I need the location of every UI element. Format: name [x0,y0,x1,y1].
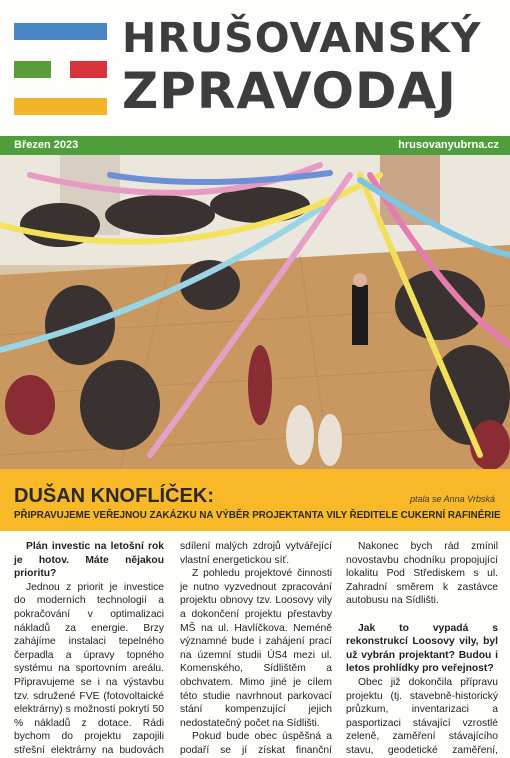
article-interviewee: DUŠAN KNOFLÍČEK: [14,485,214,507]
logo-stripe-yellow [14,98,107,115]
interview-answer-continued: sdílení malých zdrojů vytvářející vlastní energetickou síť. [180,541,332,566]
cover-photo [0,155,510,469]
article-column-1 [14,540,164,758]
interview-answer: Pokud bude obec úspěšná a podaří se jí získat finanční [180,731,332,756]
interview-question: Jak to vypadá s rekonstrukcí Loosovy vily, byl už vybrán projektant? Budou i letos prohlídky pro veřejnost? [346,622,498,675]
article-subtitle: PŘIPRAVUJEME VEŘEJNOU ZAKÁZKU NA VÝBĚR PROJEKTANTA VILY ŘEDITELE CUKERNÍ RAFINÉRIE [14,509,501,521]
website-link[interactable]: hrusovanyubrna.cz [398,139,499,151]
issue-bar [0,136,510,155]
carnival-photo-illustration [0,155,510,469]
article-column-2 [180,540,332,758]
interview-question: Plán investic na letošní rok je hotov. Máte nějakou prioritu? [14,541,164,580]
article-column-3 [346,540,498,758]
masthead-title-line1: HRUŠOVANSKÝ [122,14,482,62]
masthead [0,0,510,136]
interview-answer: Obec již dokončila přípravu projektu (tj. stavebně-historický průzkum, inventarizaci a pasportizaci stávající vzrostlé zeleně, zaměření stávajícího stavu, geodetické zaměření, [346,676,498,756]
masthead-title-line2: ZPRAVODAJ [122,62,457,120]
interview-answer: Z pohledu projektové činnosti je nutno vyzvednout zpracování projektu obnovy tzv. Loosovy vily a dokončení projektu přestavby MŠ na ul. Havlíčkova. Neméně významné bude i zahájení prací na územní studii ÚS4 mezi ul. Komenského, Sídlištěm a obchvatem. Mimo jiné je cílem této studie navrhnout parkovací stání kompenzující jejich nedostatečný počet na Sídlišti. [180,568,332,729]
logo-stripe-blue [14,23,107,40]
logo-stripe-red [70,61,107,78]
interview-answer: Nakonec bych rád zmínil novostavbu chodníku propojující lokalitu Pod Střediskem s ul. Zahradní směrem k zastávce autobusu na Sídlišti. [346,541,498,607]
article-author: ptala se Anna Vrbská [409,494,495,504]
article-header [0,469,510,531]
issue-date: Březen 2023 [14,139,79,151]
paragraph-gap [346,608,498,622]
interview-answer: Jednou z priorit je investice do moderních technologií a pokračování v optimalizaci nákladů za energie. Brzy zahájíme instalaci tepelného čerpadla a úpravy topného systému na sportovním areálu. Připravujeme se i na výstavbu tzv. sdružené FVE (fotovoltaické elektrárny) s možností pokrytí 50 % nákladů z dotace. Rádi bychom do projektu zapojili střešní elektrárny na budovách [14,581,164,756]
logo-stripe-green [14,61,51,78]
